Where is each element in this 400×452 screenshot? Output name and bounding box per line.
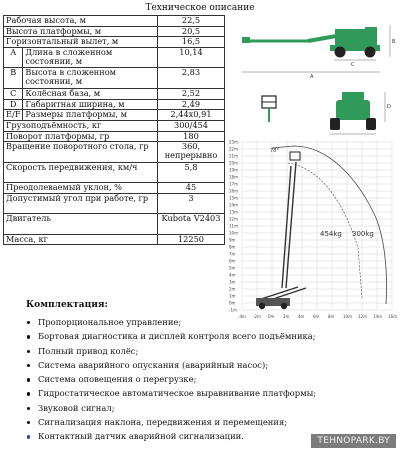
y-tick-label: 19m — [229, 167, 238, 173]
spec-label: Скорость передвижения, км/ч — [4, 162, 158, 182]
x-tick-label: 10m — [343, 314, 352, 319]
x-tick-label: -4m — [238, 314, 246, 319]
y-tick-label: 3m — [229, 279, 236, 285]
spec-row — [4, 120, 225, 131]
spec-label: Допустимый угол при работе, гр — [4, 193, 158, 213]
spec-row — [4, 68, 225, 88]
spec-label: Вращение поворотного стола, гр — [4, 142, 158, 162]
y-tick-label: 5m — [229, 265, 236, 271]
y-tick-label: 20m — [229, 160, 238, 166]
y-tick-label: 11m — [229, 223, 238, 229]
y-tick-label: 14m — [229, 202, 238, 208]
spec-row — [4, 131, 225, 142]
kit-title: Комплектация: — [26, 300, 108, 310]
y-tick-label: 6m — [229, 258, 236, 264]
y-tick-label: 15m — [229, 195, 238, 201]
y-tick-label: 10m — [229, 230, 238, 236]
spec-value: 2,52 — [158, 88, 225, 99]
spec-row — [4, 99, 225, 110]
wheel-icon — [281, 303, 287, 309]
x-tick-label: 12m — [358, 314, 367, 319]
spec-code: B — [4, 68, 23, 88]
x-tick-label: 6m — [313, 314, 320, 319]
spec-row — [4, 88, 225, 99]
page-title: Техническое описание — [145, 3, 255, 13]
kit-list-item: Бортовая диагностика и дисплей контроля всего подъёмника; — [22, 331, 316, 345]
dimension-label-c: C — [351, 62, 355, 68]
y-tick-label: 23m — [229, 139, 238, 145]
y-tick-label: 4m — [229, 272, 236, 278]
spec-row — [4, 142, 225, 162]
y-tick-label: 21m — [229, 153, 238, 159]
y-tick-label: 1m — [229, 293, 236, 299]
kit-list — [22, 317, 316, 446]
y-tick-label: 8m — [229, 244, 236, 250]
spec-value: 3 — [158, 193, 225, 213]
y-tick-label: 17m — [229, 181, 238, 187]
y-tick-label: 7m — [229, 251, 236, 257]
spec-code: A — [4, 48, 23, 68]
working-range-grid — [242, 142, 392, 310]
spec-value: Kubota V2403 — [158, 214, 225, 234]
lift-side-view-icon — [242, 27, 380, 58]
working-range-chart — [228, 138, 396, 323]
spec-table — [3, 15, 225, 245]
x-tick-label: 16m — [388, 314, 397, 319]
spec-value: 12250 — [158, 234, 225, 245]
platform-front-icon — [262, 96, 276, 122]
spec-code: C — [4, 88, 23, 99]
y-tick-label: 22m — [229, 146, 238, 152]
spec-label: Масса, кг — [4, 234, 158, 245]
spec-label: Рабочая высота, м — [4, 16, 158, 27]
spec-label: Габаритная ширина, м — [23, 99, 158, 110]
dimension-label-b: B — [392, 39, 396, 45]
watermark-logo: TEHNOPARK.BY — [311, 434, 396, 448]
spec-value: 20,5 — [158, 26, 225, 37]
spec-row — [4, 16, 225, 27]
y-tick-label: -1m — [229, 307, 237, 313]
y-tick-label: 13m — [229, 209, 238, 215]
x-tick-label: 8m — [328, 314, 335, 319]
lift-rear-view-icon — [330, 92, 376, 130]
y-tick-label: 0m — [229, 300, 236, 306]
y-tick-label: 18m — [229, 174, 238, 180]
kit-list-item: Контактный датчик аварийной сигнализации. — [22, 431, 316, 445]
spec-row — [4, 162, 225, 182]
angle-label: 78° — [270, 148, 279, 154]
spec-row — [4, 110, 225, 121]
spec-label: Двигатель — [4, 214, 158, 234]
spec-label: Размеры платформы, м — [23, 110, 158, 121]
spec-row — [4, 26, 225, 37]
dimension-label-d: D — [387, 104, 391, 110]
spec-label: Высота платформы, м — [4, 26, 158, 37]
y-tick-label: 16m — [229, 188, 238, 194]
spec-row — [4, 214, 225, 234]
lift-side-view-diagram — [230, 15, 398, 80]
spec-label: Поворот платформы, гр — [4, 131, 158, 142]
spec-value: 16,5 — [158, 37, 225, 48]
spec-row — [4, 183, 225, 194]
spec-value: 5,8 — [158, 162, 225, 182]
kit-list-item: Полный привод колёс; — [22, 346, 316, 360]
spec-label: Колёсная база, м — [23, 88, 158, 99]
spec-value: 22,5 — [158, 16, 225, 27]
spec-value: 10,14 — [158, 48, 225, 68]
kit-list-item: Система аварийного опускания (аварийный насос); — [22, 360, 316, 374]
spec-row — [4, 193, 225, 213]
spec-label: Преодолеваемый уклон, % — [4, 183, 158, 194]
spec-row — [4, 37, 225, 48]
spec-value: 2,49 — [158, 99, 225, 110]
x-tick-label: 14m — [373, 314, 382, 319]
kit-list-item: Пропорциональное управление; — [22, 317, 316, 331]
x-tick-label: 2m — [283, 314, 290, 319]
spec-label: Длина в сложенном состоянии, м — [23, 48, 158, 68]
y-tick-label: 9m — [229, 237, 236, 243]
spec-value: 2,44x0,91 — [158, 110, 225, 121]
spec-row — [4, 48, 225, 68]
working-envelope-line — [272, 146, 387, 304]
kit-list-item: Сигнализация наклона, передвижения и перемещения; — [22, 417, 316, 431]
spec-code: D — [4, 99, 23, 110]
y-tick-label: 2m — [229, 286, 236, 292]
lift-rear-view-diagram — [228, 82, 396, 137]
spec-value: 180 — [158, 131, 225, 142]
spec-label: Грузоподъёмность, кг — [4, 120, 158, 131]
working-range-y-ticks — [229, 140, 238, 313]
x-tick-label: -2m — [253, 314, 261, 319]
spec-value: 2,83 — [158, 68, 225, 88]
spec-row — [4, 234, 225, 245]
spec-label: Горизонтальный вылет, м — [4, 37, 158, 48]
load-label-300: 300kg — [352, 230, 374, 238]
kit-list-item: Гидростатическое автоматическое выравнивание платформы; — [22, 388, 316, 402]
wheel-icon — [259, 303, 265, 309]
x-tick-label: 4m — [298, 314, 305, 319]
spec-value: 45 — [158, 183, 225, 194]
spec-value: 300/454 — [158, 120, 225, 131]
y-tick-label: 12m — [229, 216, 238, 222]
spec-code: E/F — [4, 110, 23, 121]
kit-list-item: Система оповещения о перегрузке; — [22, 374, 316, 388]
spec-label: Высота в сложенном состоянии, м — [23, 68, 158, 88]
load-label-454: 454kg — [320, 230, 342, 238]
dimension-label-a: A — [310, 74, 314, 80]
spec-value: 360, непрерывно — [158, 142, 225, 162]
x-tick-label: 0m — [268, 314, 275, 319]
kit-list-item: Звуковой сигнал; — [22, 403, 316, 417]
